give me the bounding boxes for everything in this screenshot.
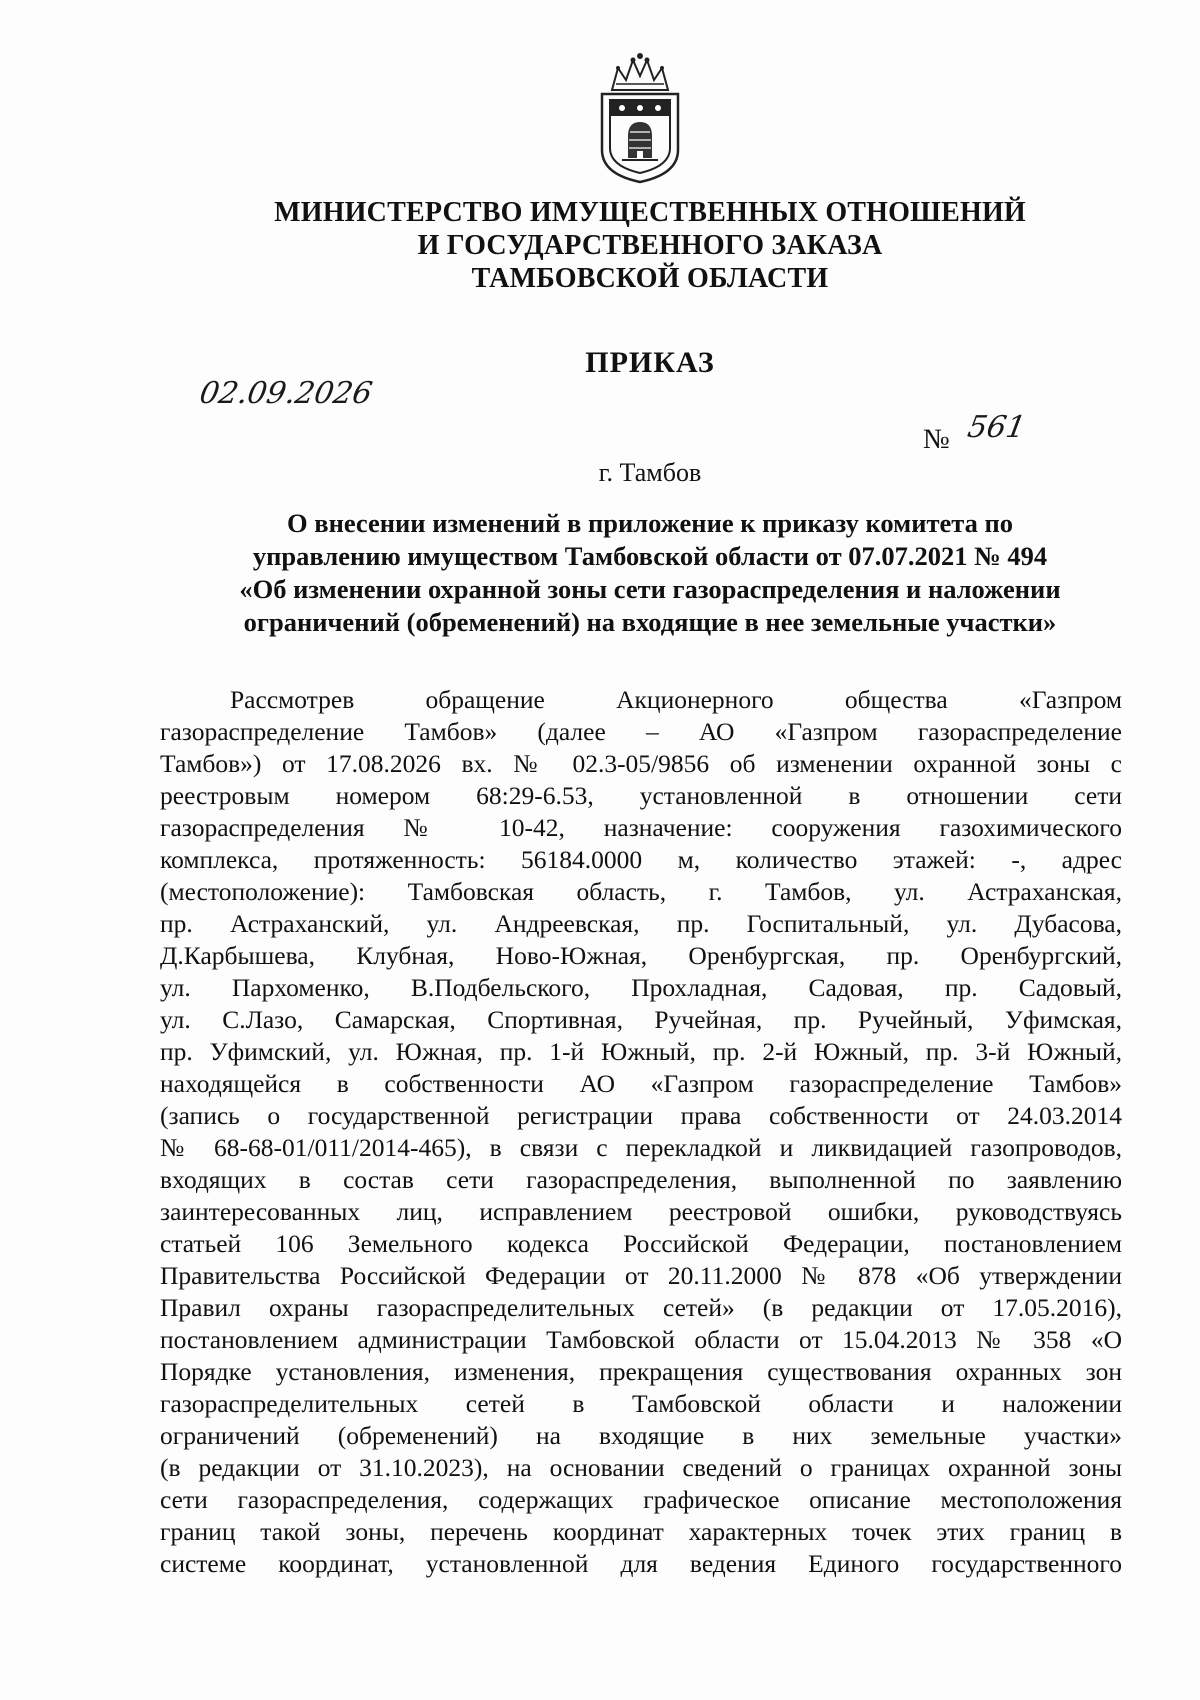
body-line-6: комплекса, протяженность: 56184.0000 м, количество этажей: -, адрес [160,845,1122,874]
handwritten-date: 02.09.2026 [196,376,375,411]
ministry-name-line-2: И ГОСУДАРСТВЕННОГО ЗАКАЗА [417,230,883,261]
body-line-20: Правил охраны газораспределительных сетей» (в редакции от 17.05.2016), [160,1293,1122,1322]
order-number-label: № [923,424,950,455]
body-line-13: находящейся в собственности АО «Газпром газораспределение Тамбов» [160,1069,1122,1098]
subject-line-1: О внесении изменений в приложение к приказу комитета по [287,508,1013,538]
ministry-name-line-1: МИНИСТЕРСТВО ИМУЩЕСТВЕННЫХ ОТНОШЕНИЙ [274,197,1026,228]
body-line-24: ограничений (обременений) на входящие в них земельные участки» [160,1421,1122,1450]
body-line-11: ул. С.Лазо, Самарская, Спортивная, Ручейная, пр. Ручейный, Уфимская, [160,1005,1122,1034]
body-line-5: газораспределения № 10-42, назначение: сооружения газохимического [160,813,1122,842]
body-line-19: Правительства Российской Федерации от 20.11.2000 № 878 «Об утверждении [160,1261,1122,1290]
body-line-25: (в редакции от 31.10.2023), на основании сведений о границах охранной зоны [160,1453,1122,1482]
body-line-10: ул. Пархоменко, В.Подбельского, Прохладная, Садовая, пр. Садовый, [160,973,1122,1002]
body-line-7: (местоположение): Тамбовская область, г. Тамбов, ул. Астраханская, [160,877,1122,906]
body-line-22: Порядке установления, изменения, прекращения существования охранных зон [160,1357,1122,1386]
body-line-14: (запись о государственной регистрации права собственности от 24.03.2014 [160,1101,1122,1130]
body-line-9: Д.Карбышева, Клубная, Ново-Южная, Оренбургская, пр. Оренбургский, [160,941,1122,970]
city-line: г. Тамбов [598,458,702,487]
body-line-26: сети газораспределения, содержащих графическое описание местоположения [160,1485,1122,1514]
body-line-21: постановлением администрации Тамбовской области от 15.04.2013 № 358 «О [160,1325,1122,1354]
body-line-12: пр. Уфимский, ул. Южная, пр. 1-й Южный, пр. 2-й Южный, пр. 3-й Южный, [160,1037,1122,1066]
body-line-3: Тамбов») от 17.08.2026 вх. № 02.3-05/9856 об изменении охранной зоны с [160,749,1122,778]
handwritten-order-number: 561 [964,410,1029,445]
body-line-2: газораспределение Тамбов» (далее – АО «Газпром газораспределение [160,717,1122,746]
body-line-17: заинтересованных лиц, исправлением реестровой ошибки, руководствуясь [160,1197,1122,1226]
body-line-27: границ такой зоны, перечень координат характерных точек этих границ в [160,1517,1122,1546]
body-line-4: реестровым номером 68:29-6.53, установленной в отношении сети [160,781,1122,810]
coat-of-arms-icon [590,50,690,185]
body-line-15: № 68-68-01/011/2014-465), в связи с перекладкой и ликвидацией газопроводов, [160,1133,1122,1162]
subject-line-3: «Об изменении охранной зоны сети газораспределения и наложении [239,574,1061,604]
body-line-8: пр. Астраханский, ул. Андреевская, пр. Госпитальный, ул. Дубасова, [160,909,1122,938]
body-line-16: входящих в состав сети газораспределения, выполненной по заявлению [160,1165,1122,1194]
body-line-28: системе координат, установленной для ведения Единого государственного [160,1549,1122,1578]
body-line-1: Рассмотрев обращение Акционерного общества «Газпром [230,685,1122,714]
body-line-18: статьей 106 Земельного кодекса Российской Федерации, постановлением [160,1229,1122,1258]
ministry-name-line-3: ТАМБОВСКОЙ ОБЛАСТИ [471,263,829,294]
document-type-title: ПРИКАЗ [585,346,715,379]
body-line-23: газораспределительных сетей в Тамбовской области и наложении [160,1389,1122,1418]
subject-line-2: управлению имуществом Тамбовской области от 07.07.2021 № 494 [252,541,1048,571]
subject-line-4: ограничений (обременений) на входящие в нее земельные участки» [243,607,1057,637]
